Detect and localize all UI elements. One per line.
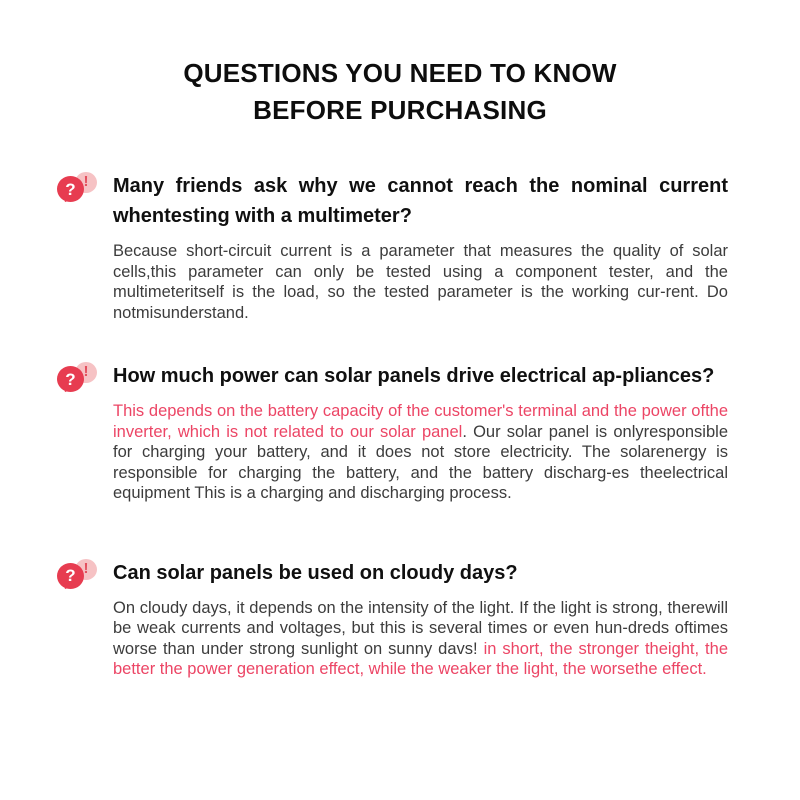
question-bubble xyxy=(57,176,84,202)
question-exclamation-icon xyxy=(57,362,99,396)
page-title-line-1: QUESTIONS YOU NEED TO KNOW xyxy=(183,58,617,88)
question-row xyxy=(65,171,728,231)
question-exclamation-icon xyxy=(57,172,99,206)
answer-segment-black: On cloudy days, it depends on the intensity of the light. If the light is strong, therewill be weak currents and voltages, but this is several times or even hun-dreds oftimes worse than under strong sunlight on sunny davs! xyxy=(113,598,728,658)
question-bubble xyxy=(57,563,84,589)
question-exclamation-icon xyxy=(57,559,99,593)
answer-segment-black: . Our solar panel is onlyresponsible for charging your battery, and it does not store electricity. The solarenergy is responsible for charging the battery, and the battery discharg-es theelectrical equipment This is a charging and discharging process. xyxy=(113,422,728,502)
question-text: Can solar panels be used on cloudy days? xyxy=(113,561,518,584)
exclamation-glyph: ! xyxy=(83,559,89,577)
question-glyph: ? xyxy=(65,369,76,389)
page-title xyxy=(0,55,800,129)
exclamation-glyph: ! xyxy=(83,173,89,190)
faq-item xyxy=(65,361,728,504)
question-row xyxy=(65,361,728,391)
question-bubble xyxy=(57,366,84,392)
answer-segment-red: in short, the stronger theight, the better the power generation effect, while the weaker the light, the worsethe effect. xyxy=(113,639,728,678)
page-title-line-2: BEFORE PURCHASING xyxy=(253,95,547,125)
answer-text xyxy=(113,598,728,680)
answer-text xyxy=(113,241,728,323)
answer-segment-black: Because short-circuit current is a parameter that measures the quality of solar cells,this parameter can only be tested using a component tester, and the multimeteritself is the load, so the tested parameter is the working cur-rent. Do notmisunderstand. xyxy=(113,242,728,322)
exclamation-glyph: ! xyxy=(83,363,89,380)
faq-list xyxy=(0,171,800,680)
answer-segment-red: This depends on the battery capacity of the customer's terminal and the power ofthe inverter, which is not related to our solar panel xyxy=(113,402,728,441)
answer-text xyxy=(113,401,728,504)
faq-item xyxy=(65,171,728,323)
question-glyph: ? xyxy=(65,566,76,585)
question-row xyxy=(65,558,728,588)
question-text: Many friends ask why we cannot reach the nominal current whentesting with a multimeter? xyxy=(113,175,728,227)
question-text: How much power can solar panels drive electrical ap-pliances? xyxy=(113,365,715,387)
faq-item xyxy=(65,558,728,680)
question-glyph: ? xyxy=(65,179,76,199)
